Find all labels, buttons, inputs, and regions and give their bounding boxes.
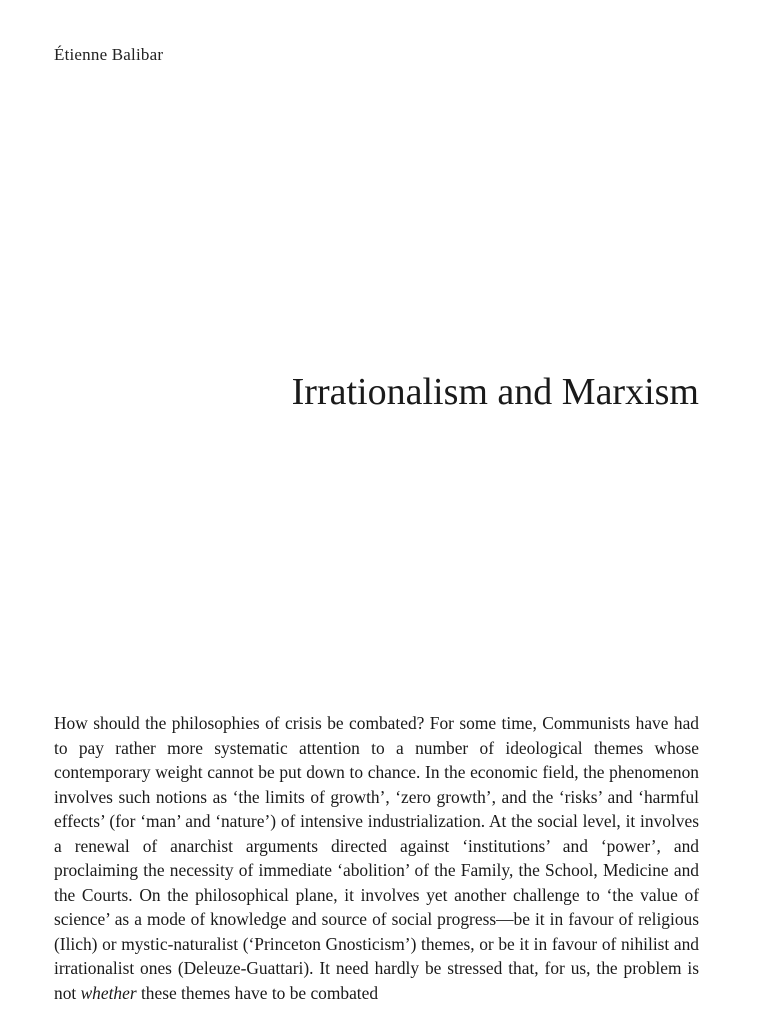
paragraph-text-end: these themes have to be combated	[136, 982, 379, 1003]
author-name: Étienne Balibar	[54, 45, 164, 64]
paragraph-text-start: How should the philosophies of crisis be combated? For some time, Communists have had to pay rather more systematic attention to a number of ideological themes whose contemporary weight cannot be put down to chance. In the economic field, the phenomenon involves such notions as ‘the limits of growth’, ‘zero growth’, and the ‘risks’ and ‘harmful effects’ (for ‘man’ and ‘nature’) of intensive industrialization. At the social level, it involves a renewal of anarchist arguments directed against ‘institutions’ and ‘power’, and proclaiming the necessity of immediate ‘abolition’ of the Family, the School, Medicine and the Courts. On the philosophical plane, it involves yet another challenge to ‘the value of science’ as a mode of knowledge and source of social progress—be it in favour of religious (Ilich) or mystic-naturalist (‘Princeton Gnosticism’) themes, or be it in favour of nihilist and irrationalist ones (Deleuze-Guattari). It need hardly be stressed that, for us, the problem is not	[54, 713, 699, 1003]
body-paragraph	[54, 711, 699, 1005]
article-title: Irrationalism and Marxism	[291, 371, 699, 413]
emphasized-word: whether	[80, 982, 137, 1003]
